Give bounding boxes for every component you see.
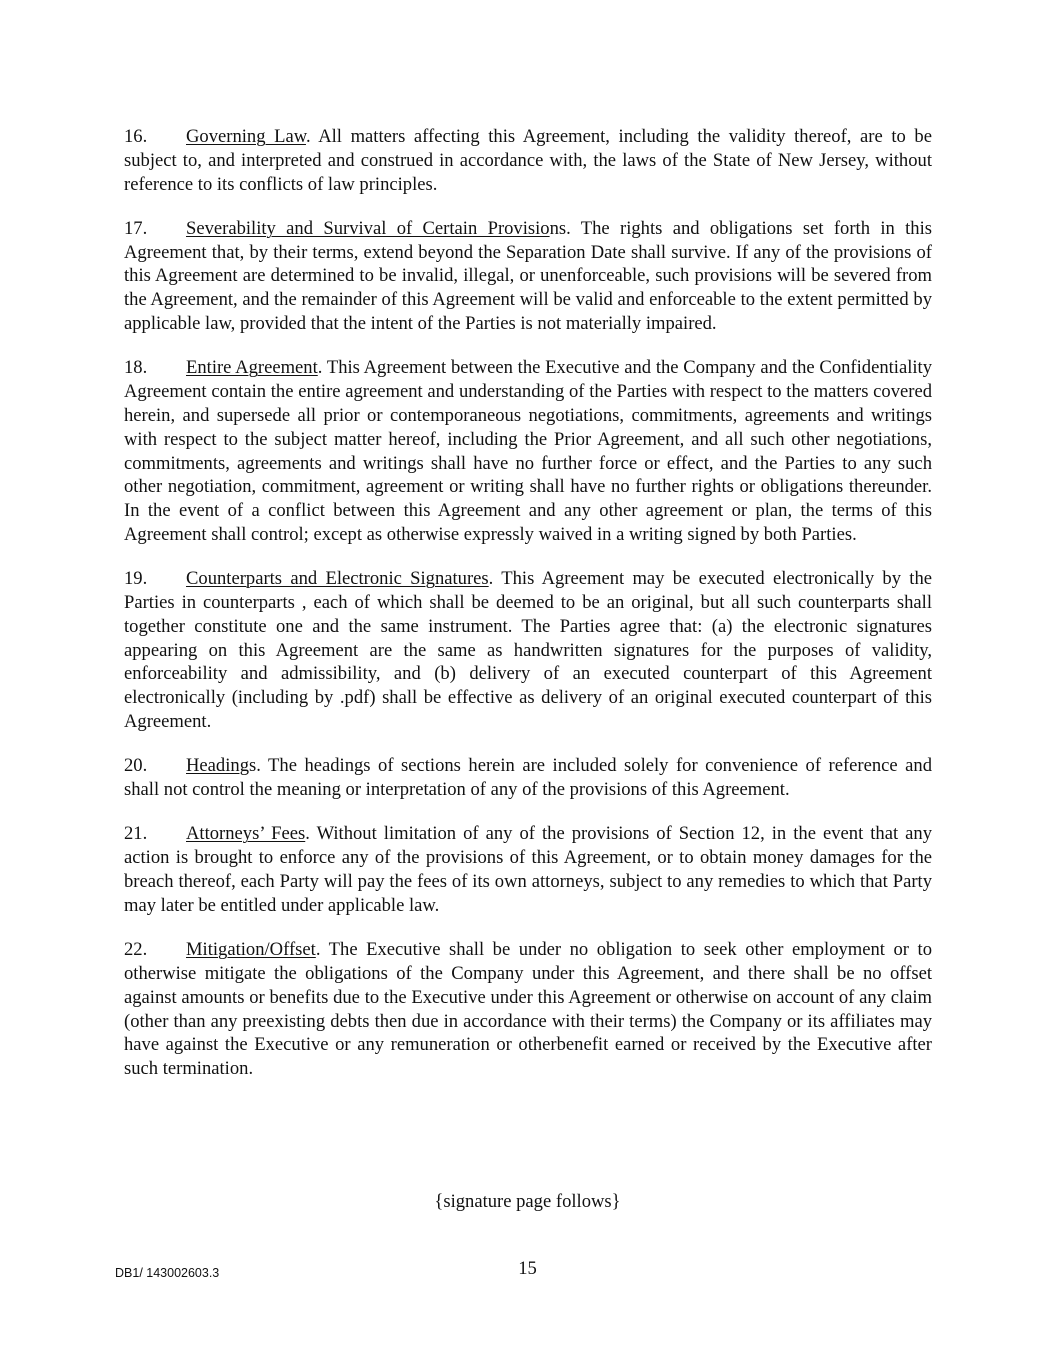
section-16 bbox=[124, 125, 932, 196]
section-17 bbox=[124, 217, 932, 336]
document-id: DB1/ 143002603.3 bbox=[115, 1266, 220, 1280]
section-heading: Governing Law bbox=[186, 126, 306, 147]
section-heading: Heading bbox=[186, 755, 249, 777]
section-number: 20. bbox=[124, 755, 148, 777]
section-text: s. The headings of sections herein are included solely for convenience of reference and shall not control the meaning or interpretation of any of the provisions of this Agreement. bbox=[124, 755, 932, 801]
section-text: . The Executive shall be under no obligation to seek other employment or to otherwise mitigate the obligations of the Company under this Agreement, and there shall be no offset against amounts or benefits due to the Executive under this Agreement or otherwise on account of any claim (other than any preexisting debts then due in accordance with their terms) the Company or its affiliates may have against the Executive or any remuneration or otherbenefit earned or received by the Executive after such termination. bbox=[124, 939, 932, 1080]
document-body bbox=[124, 125, 932, 1101]
section-number: 18. bbox=[124, 357, 148, 379]
section-number: 22. bbox=[124, 939, 148, 961]
section-21 bbox=[124, 822, 932, 917]
section-number: 17. bbox=[124, 217, 148, 239]
section-text: . All matters affecting this Agreement, including the validity thereof, are to be subject to, and interpreted and construed in accordance with, the laws of the State of New Jersey, without reference to its conflicts of law principles. bbox=[124, 126, 932, 195]
section-number: 16. bbox=[124, 126, 148, 147]
section-heading: Counterparts and Electronic Signatures bbox=[186, 568, 489, 590]
section-20 bbox=[124, 754, 932, 802]
section-text: . This Agreement may be executed electronically by the Parties in counterparts , each of which shall be deemed to be an original, but all such counterparts shall together constitute one and the same instrument. The Parties agree that: (a) the electronic signatures appearing on this Agreement are the same as handwritten signatures for the purposes of validity, enforceability and admissibility, and (b) delivery of an executed counterpart of this Agreement electronically (including by .pdf) shall be effective as delivery of an original executed counterpart of this Agreement. bbox=[124, 568, 932, 733]
page-number: 15 bbox=[518, 1258, 537, 1279]
section-text: . This Agreement between the Executive and the Company and the Confidentiality Agreement contain the entire agreement and understanding of the Parties with respect to the matters covered herein, and supersede all prior or contemporaneous negotiations, commitments, agreements and writings with respect to the subject matter hereof, including the Prior Agreement, and all such other negotiations, commitments, agreements and writings shall have no further force or effect, and the Parties to any such other negotiation, commitment, agreement or writing shall have no further rights or obligations thereunder. In the event of a conflict between this Agreement and any other agreement or plan, the terms of this Agreement shall control; except as otherwise expressly waived in a writing signed by both Parties. bbox=[124, 357, 932, 545]
section-number: 19. bbox=[124, 568, 148, 590]
section-heading: Entire Agreement bbox=[186, 357, 318, 379]
section-18 bbox=[124, 356, 932, 546]
section-heading: Attorneys’ Fees bbox=[186, 823, 306, 845]
section-heading: Mitigation/Offset bbox=[186, 939, 316, 961]
section-number: 21. bbox=[124, 823, 148, 845]
section-heading: Severability and Survival of Certain Provisio bbox=[186, 217, 550, 239]
signature-page-note: {signature page follows} bbox=[434, 1191, 621, 1212]
section-19 bbox=[124, 567, 932, 734]
section-22 bbox=[124, 938, 932, 1081]
section-text: . Without limitation of any of the provisions of Section 12, in the event that any action is brought to enforce any of the provisions of this Agreement, or to obtain money damages for the breach thereof, each Party will pay the fees of its own attorneys, subject to any remedies to which that Party may later be entitled under applicable law. bbox=[124, 823, 933, 916]
section-text: ns. The rights and obligations set forth in this Agreement that, by their terms, extend beyond the Separation Date shall survive. If any of the provisions of this Agreement are determined to be invalid, illegal, or unenforceable, such provisions will be severed from the Agreement, and the remainder of this Agreement will be valid and enforceable to the extent permitted by applicable law, provided that the intent of the Parties is not materially impaired. bbox=[124, 217, 932, 335]
